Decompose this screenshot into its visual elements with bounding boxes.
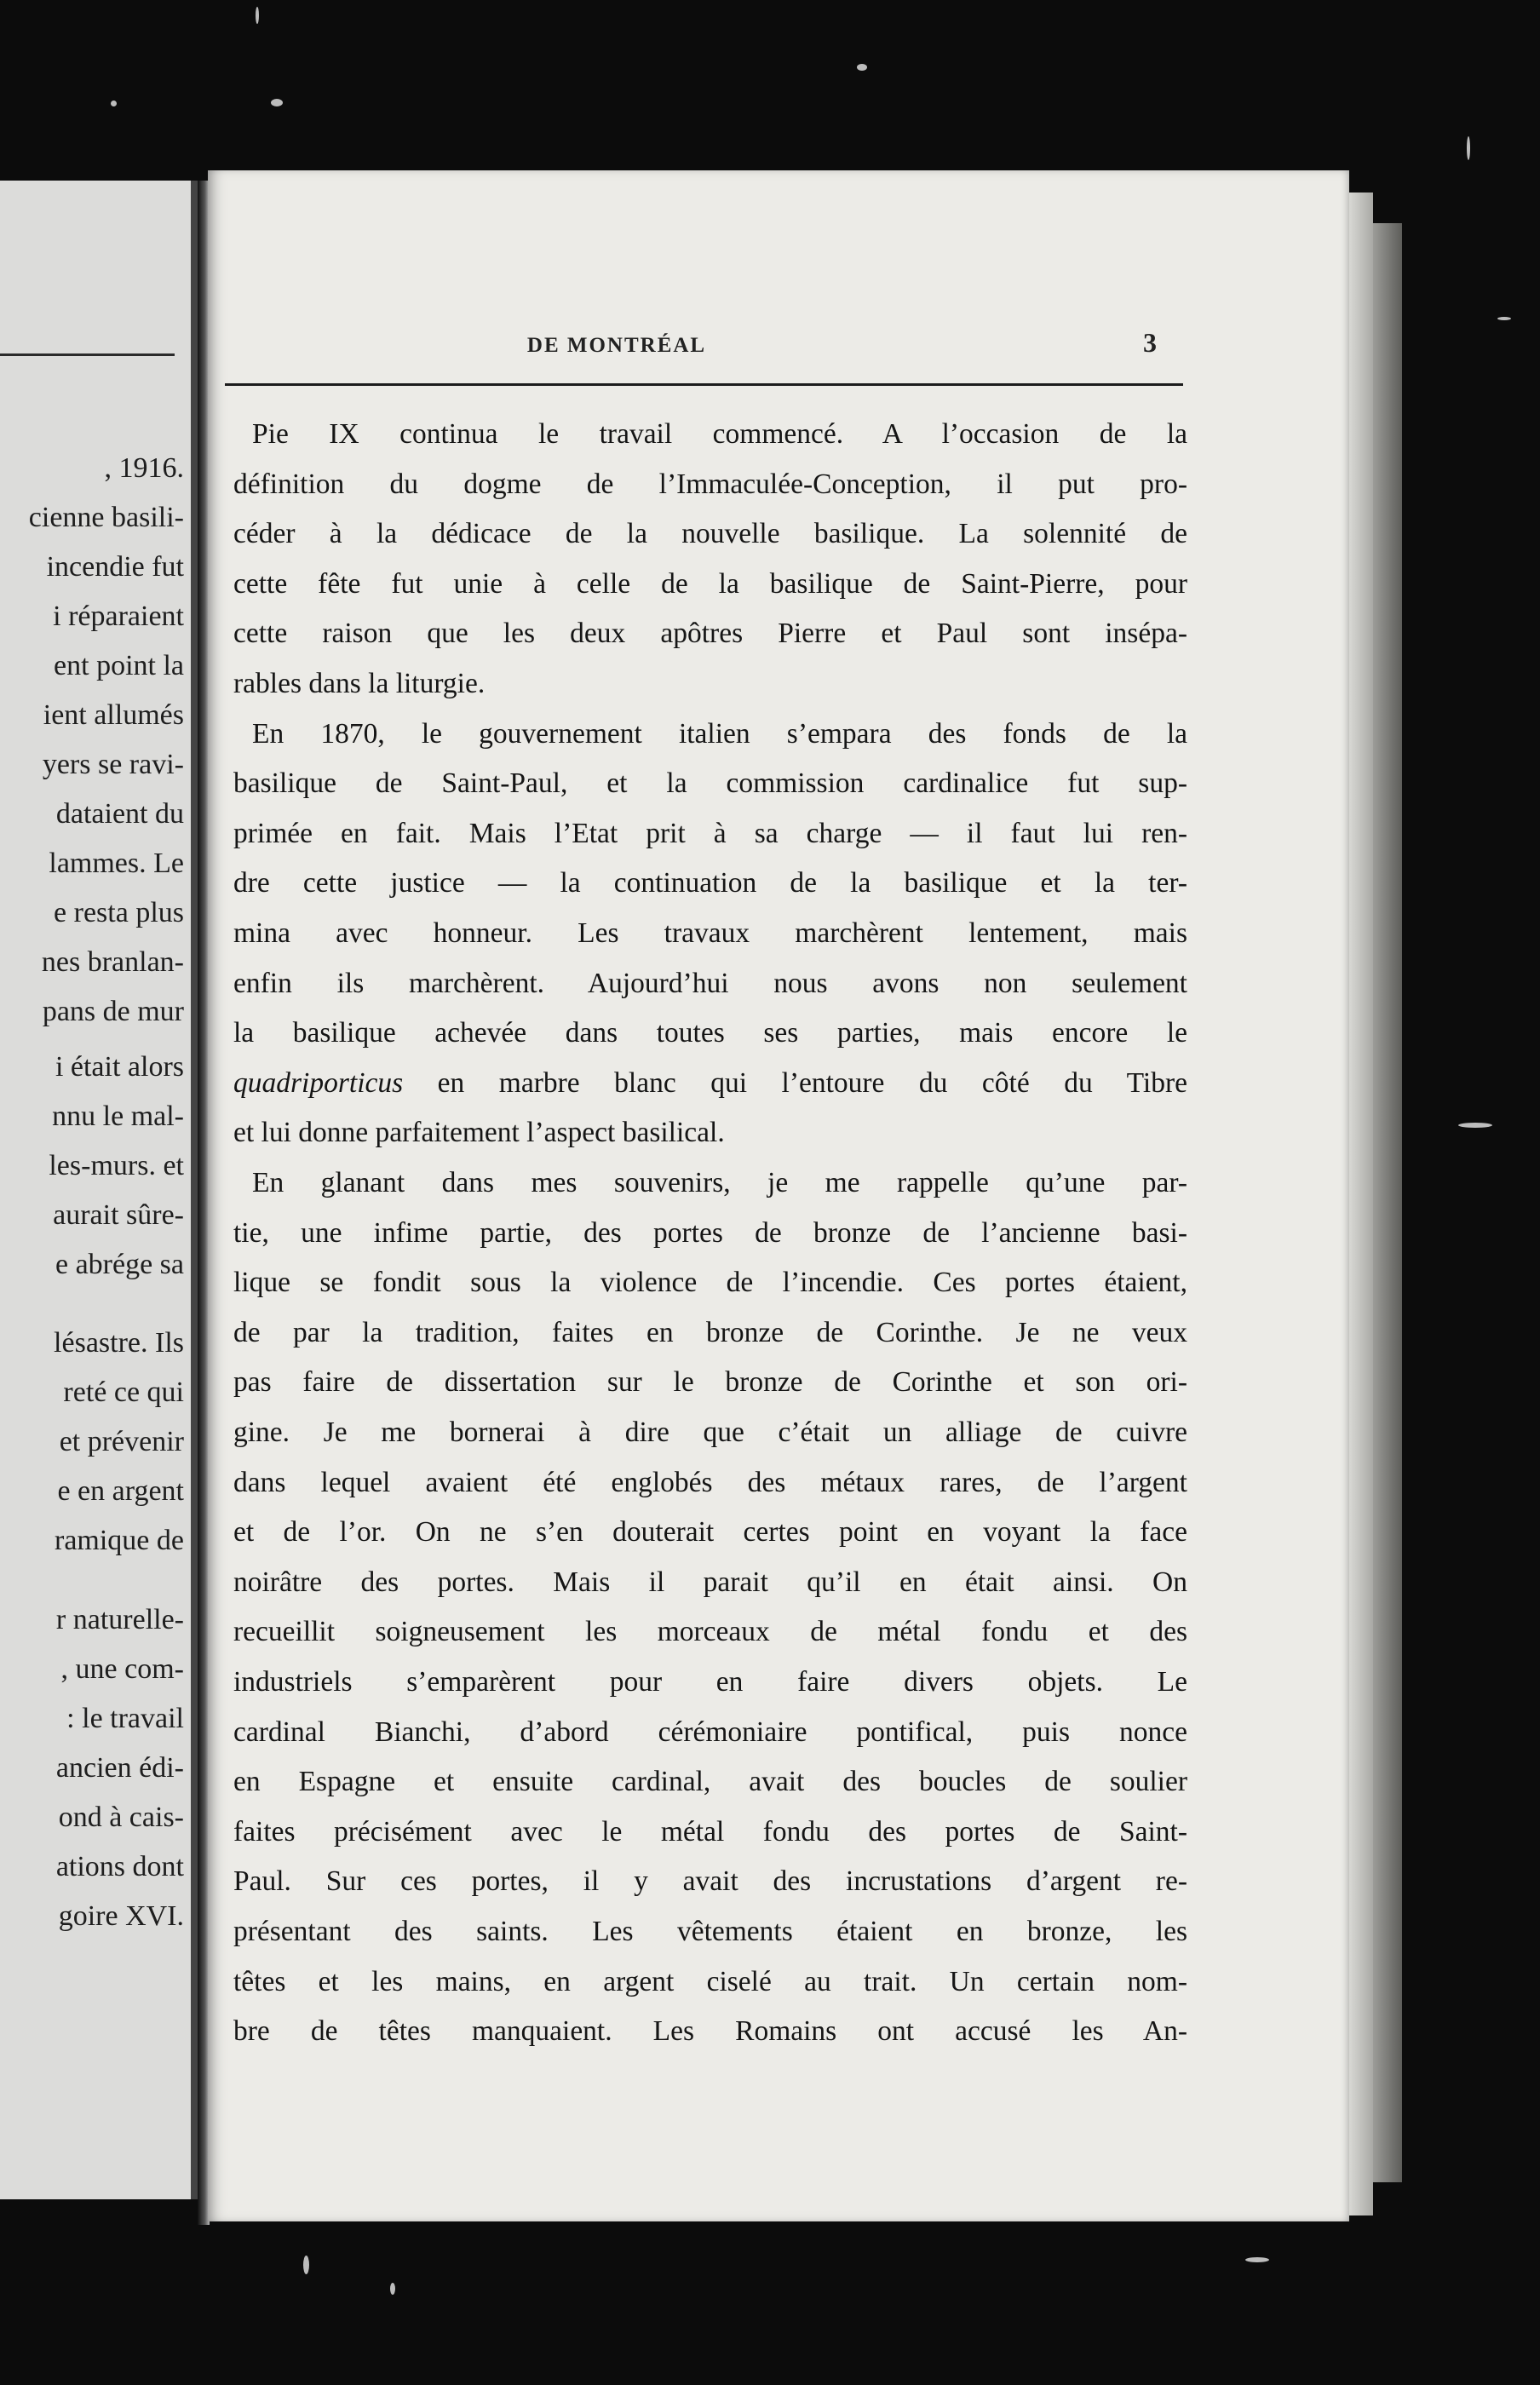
text-line: pas faire de dissertation sur le bronze de Corinthe et son ori- xyxy=(233,1366,1187,1399)
text-line: en Espagne et ensuite cardinal, avait des boucles de soulier xyxy=(233,1766,1187,1798)
previous-page-line: reté ce qui xyxy=(63,1376,184,1408)
text-line: dre cette justice — la continuation de la basilique et la ter- xyxy=(233,867,1187,899)
previous-page-line: et prévenir xyxy=(59,1426,184,1457)
text-line: noirâtre des portes. Mais il parait qu’il en était ainsi. On xyxy=(233,1566,1187,1598)
italic-term: quadriporticus xyxy=(233,1066,404,1099)
text-line: En glanant dans mes souvenirs, je me rappelle qu’une par- xyxy=(252,1167,1187,1198)
text-line: mina avec honneur. Les travaux marchèrent lentement, mais xyxy=(233,917,1187,949)
text-line: En 1870, le gouvernement italien s’empara des fonds de la xyxy=(252,717,1187,750)
page-stack-edge-shadow xyxy=(1373,223,1402,2182)
previous-page-line: ent point la xyxy=(54,650,184,681)
header-rule xyxy=(225,383,1183,386)
text-line: Paul. Sur ces portes, il y avait des incrustations d’argent re- xyxy=(233,1865,1187,1898)
previous-page-line: lammes. Le xyxy=(49,848,184,879)
previous-page-line: , une com- xyxy=(60,1653,184,1685)
text-line: faites précisément avec le métal fondu des portes de Saint- xyxy=(233,1815,1187,1848)
previous-page-line: nes branlan- xyxy=(41,946,184,978)
book-page xyxy=(208,170,1349,2221)
text-line: dans lequel avaient été englobés des métaux rares, de l’argent xyxy=(233,1466,1187,1498)
text-line: rables dans la liturgie. xyxy=(233,668,486,699)
previous-page-header-rule xyxy=(0,353,175,356)
text-line: et lui donne parfaitement l’aspect basilical. xyxy=(233,1117,725,1149)
text-line: de par la tradition, faites en bronze de Corinthe. Je ne veux xyxy=(233,1316,1187,1348)
previous-page-line: dataient du xyxy=(55,798,184,830)
previous-page-line: aurait sûre- xyxy=(53,1199,184,1231)
previous-page-line: ond à cais- xyxy=(58,1802,184,1833)
previous-page-line: pans de mur xyxy=(42,996,184,1027)
previous-page-line: e en argent xyxy=(57,1475,184,1507)
text-line: et de l’or. On ne s’en douterait certes point en voyant la face xyxy=(233,1516,1187,1549)
previous-page-line: ramique de xyxy=(55,1525,184,1556)
text-line-rest: en marbre blanc qui l’entoure du côté du Tibre xyxy=(437,1066,1187,1099)
previous-page-line: ient allumés xyxy=(43,699,184,731)
text-line: Pie IX continua le travail commencé. A l’occasion de la xyxy=(252,418,1187,450)
previous-page-line: i était alors xyxy=(55,1051,184,1083)
text-line: céder à la dédicace de la nouvelle basilique. La solennité de xyxy=(233,518,1187,550)
text-line: cette fête fut unie à celle de la basilique de Saint-Pierre, pour xyxy=(233,567,1187,600)
previous-page-line: nnu le mal- xyxy=(52,1101,184,1132)
text-line: lique se fondit sous la violence de l’incendie. Ces portes étaient, xyxy=(233,1267,1187,1299)
text-line: recueillit soigneusement les morceaux de métal fondu et des xyxy=(233,1616,1187,1648)
previous-page-line: i réparaient xyxy=(53,601,184,632)
page-number: 3 xyxy=(1143,327,1157,358)
running-head xyxy=(208,327,1172,368)
text-line: bre de têtes manquaient. Les Romains ont accusé les An- xyxy=(233,2015,1187,2048)
previous-page-line: les-murs. et xyxy=(49,1150,184,1181)
previous-page-line: ations dont xyxy=(55,1851,184,1882)
previous-page-line: incendie fut xyxy=(46,551,184,583)
running-title: DE MONTRÉAL xyxy=(526,334,707,357)
previous-page-line: ancien édi- xyxy=(55,1752,184,1784)
previous-page-line: e resta plus xyxy=(54,897,184,928)
text-line: têtes et les mains, en argent ciselé au trait. Un certain nom- xyxy=(233,1965,1187,1997)
text-line: cette raison que les deux apôtres Pierre et Paul sont insépa- xyxy=(233,618,1187,650)
text-line: industriels s’emparèrent pour en faire divers objets. Le xyxy=(233,1666,1187,1698)
previous-page-line: lésastre. Ils xyxy=(54,1327,184,1359)
previous-page-line: r naturelle- xyxy=(55,1604,184,1635)
text-line: enfin ils marchèrent. Aujourd’hui nous avons non seulement xyxy=(233,967,1187,999)
text-line: gine. Je me bornerai à dire que c’était un alliage de cuivre xyxy=(233,1417,1187,1448)
text-line: tie, une infime partie, des portes de bronze de l’ancienne basi- xyxy=(233,1216,1187,1249)
previous-page-line: yers se ravi- xyxy=(42,749,184,780)
text-line: la basilique achevée dans toutes ses parties, mais encore le xyxy=(233,1017,1187,1049)
text-line: présentant des saints. Les vêtements étaient en bronze, les xyxy=(233,1916,1187,1947)
text-line: définition du dogme de l’Immaculée-Conception, il put pro- xyxy=(233,468,1187,500)
text-line: primée en fait. Mais l’Etat prit à sa charge — il faut lui ren- xyxy=(233,817,1187,849)
previous-page-line: e abrége sa xyxy=(55,1249,184,1280)
previous-page-line: goire XVI. xyxy=(58,1900,184,1932)
previous-page-line: : le travail xyxy=(66,1703,184,1734)
text-line: cardinal Bianchi, d’abord cérémoniaire pontifical, puis nonce xyxy=(233,1715,1187,1748)
previous-page-fragment xyxy=(0,181,198,2199)
text-line: basilique de Saint-Paul, et la commission cardinalice fut sup- xyxy=(233,767,1187,800)
text-line-with-italic xyxy=(233,1066,1187,1101)
page-stack-edge xyxy=(1349,193,1373,2215)
previous-page-line: cienne basili- xyxy=(28,502,184,533)
previous-page-line: , 1916. xyxy=(104,452,184,484)
